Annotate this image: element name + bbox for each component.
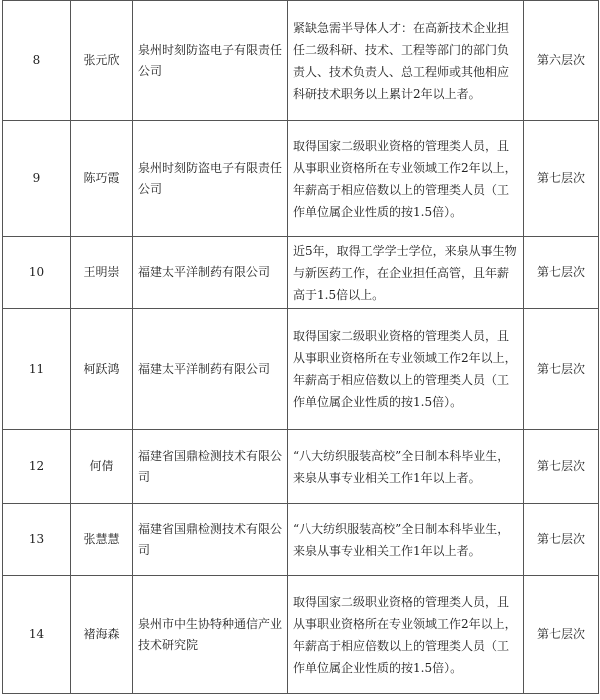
criteria-text: “八大纺织服装高校”全日制本科毕业生，来泉从事专业相关工作1年以上者。 xyxy=(288,504,524,576)
table-row xyxy=(3,1,599,121)
row-number: 13 xyxy=(3,504,71,576)
table-row xyxy=(3,504,599,576)
criteria-text: 取得国家二级职业资格的管理类人员，且从事职业资格所在专业领域工作2年以上，年薪高于相应倍数以上的管理类人员（工作单位属企业性质的按1.5倍）。 xyxy=(288,309,524,430)
row-number: 11 xyxy=(3,309,71,430)
person-name: 陈巧霞 xyxy=(71,121,133,237)
person-name: 王明崇 xyxy=(71,237,133,309)
table-row xyxy=(3,237,599,309)
talent-level: 第六层次 xyxy=(524,1,599,121)
person-name: 张慧慧 xyxy=(71,504,133,576)
company-name: 泉州时刻防盗电子有限责任公司 xyxy=(133,121,288,237)
talent-level: 第七层次 xyxy=(524,504,599,576)
talent-level: 第七层次 xyxy=(524,576,599,694)
row-number: 8 xyxy=(3,1,71,121)
person-name: 何倩 xyxy=(71,430,133,504)
company-name: 福建省国鼎检测技术有限公司 xyxy=(133,430,288,504)
person-name: 张元欣 xyxy=(71,1,133,121)
talent-level: 第七层次 xyxy=(524,121,599,237)
company-name: 福建太平洋制药有限公司 xyxy=(133,309,288,430)
company-name: 福建省国鼎检测技术有限公司 xyxy=(133,504,288,576)
row-number: 14 xyxy=(3,576,71,694)
table-row xyxy=(3,121,599,237)
talent-table xyxy=(2,0,599,694)
criteria-text: 近5年，取得工学学士学位，来泉从事生物与新医药工作，在企业担任高管，且年薪高于1.5倍以上。 xyxy=(288,237,524,309)
person-name: 柯跃鸿 xyxy=(71,309,133,430)
criteria-text: 取得国家二级职业资格的管理类人员，且从事职业资格所在专业领域工作2年以上，年薪高于相应倍数以上的管理类人员（工作单位属企业性质的按1.5倍）。 xyxy=(288,576,524,694)
table-row xyxy=(3,309,599,430)
table-row xyxy=(3,430,599,504)
talent-level: 第七层次 xyxy=(524,430,599,504)
criteria-text: 紧缺急需半导体人才：在高新技术企业担任二级科研、技术、工程等部门的部门负责人、技术负责人、总工程师或其他相应科研技术职务以上累计2年以上者。 xyxy=(288,1,524,121)
row-number: 9 xyxy=(3,121,71,237)
row-number: 10 xyxy=(3,237,71,309)
company-name: 泉州时刻防盗电子有限责任公司 xyxy=(133,1,288,121)
table-row xyxy=(3,576,599,694)
criteria-text: 取得国家二级职业资格的管理类人员，且从事职业资格所在专业领域工作2年以上，年薪高于相应倍数以上的管理类人员（工作单位属企业性质的按1.5倍）。 xyxy=(288,121,524,237)
talent-level: 第七层次 xyxy=(524,309,599,430)
row-number: 12 xyxy=(3,430,71,504)
talent-level: 第七层次 xyxy=(524,237,599,309)
person-name: 褚海森 xyxy=(71,576,133,694)
company-name: 泉州市中生协特种通信产业技术研究院 xyxy=(133,576,288,694)
company-name: 福建太平洋制药有限公司 xyxy=(133,237,288,309)
criteria-text: “八大纺织服装高校”全日制本科毕业生，来泉从事专业相关工作1年以上者。 xyxy=(288,430,524,504)
